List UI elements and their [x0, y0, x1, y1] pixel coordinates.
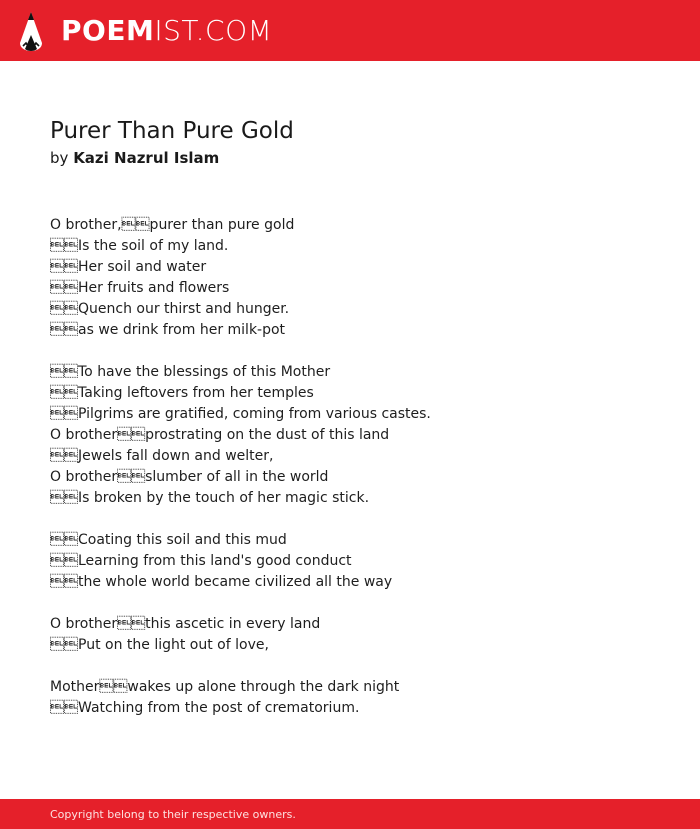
stanza: [50, 530, 650, 593]
poem-line: Her fruits and flowers: [50, 280, 230, 296]
poem-line: as we drink from her milk-pot: [50, 322, 286, 338]
poem-byline: [50, 147, 650, 169]
poem-line: the whole world became civilized all the way: [50, 574, 393, 590]
stanza: [50, 614, 650, 656]
poem-line: Coating this soil and this mud: [50, 532, 287, 548]
poem-line: Taking leftovers from her temples: [50, 385, 314, 401]
site-header: [0, 0, 700, 61]
stanza: [50, 362, 650, 509]
poem-author: Kazi Nazrul Islam: [73, 149, 220, 167]
poem-line: Watching from the post of crematorium.: [50, 700, 360, 716]
copyright-text: Copyright belong to their respective owners.: [50, 807, 296, 821]
poem-line: O brother,purer than pure gold: [50, 217, 295, 233]
stanza: [50, 215, 650, 341]
poem-line: O brotherslumber of all in the world: [50, 469, 329, 485]
stanza: [50, 677, 650, 719]
poem-line: To have the blessings of this Mother: [50, 364, 331, 380]
brand-bold: POEM: [61, 13, 155, 47]
poem-line: O brotherprostrating on the dust of this land: [50, 427, 390, 443]
poem-line: Jewels fall down and welter,: [50, 448, 274, 464]
poem-line: Is the soil of my land.: [50, 238, 229, 254]
poem-line: O brotherthis ascetic in every land: [50, 616, 321, 632]
poem-line: Her soil and water: [50, 259, 207, 275]
poem-line: Put on the light out of love,: [50, 637, 269, 653]
poem-line: Is broken by the touch of her magic stick.: [50, 490, 370, 506]
site-footer: [0, 799, 700, 829]
poem-line: Motherwakes up alone through the dark night: [50, 679, 400, 695]
site-logo-text[interactable]: [61, 13, 273, 47]
poem-body: [50, 215, 650, 719]
by-label: by: [50, 149, 69, 167]
brand-light: IST.COM: [154, 13, 273, 47]
poem-title: Purer Than Pure Gold: [50, 118, 294, 144]
poem-line: Quench our thirst and hunger.: [50, 301, 290, 317]
pencil-tip-icon[interactable]: [18, 11, 44, 53]
poem-content: [50, 115, 650, 740]
poem-line: Pilgrims are gratified, coming from various castes.: [50, 406, 431, 422]
poem-line: Learning from this land's good conduct: [50, 553, 352, 569]
